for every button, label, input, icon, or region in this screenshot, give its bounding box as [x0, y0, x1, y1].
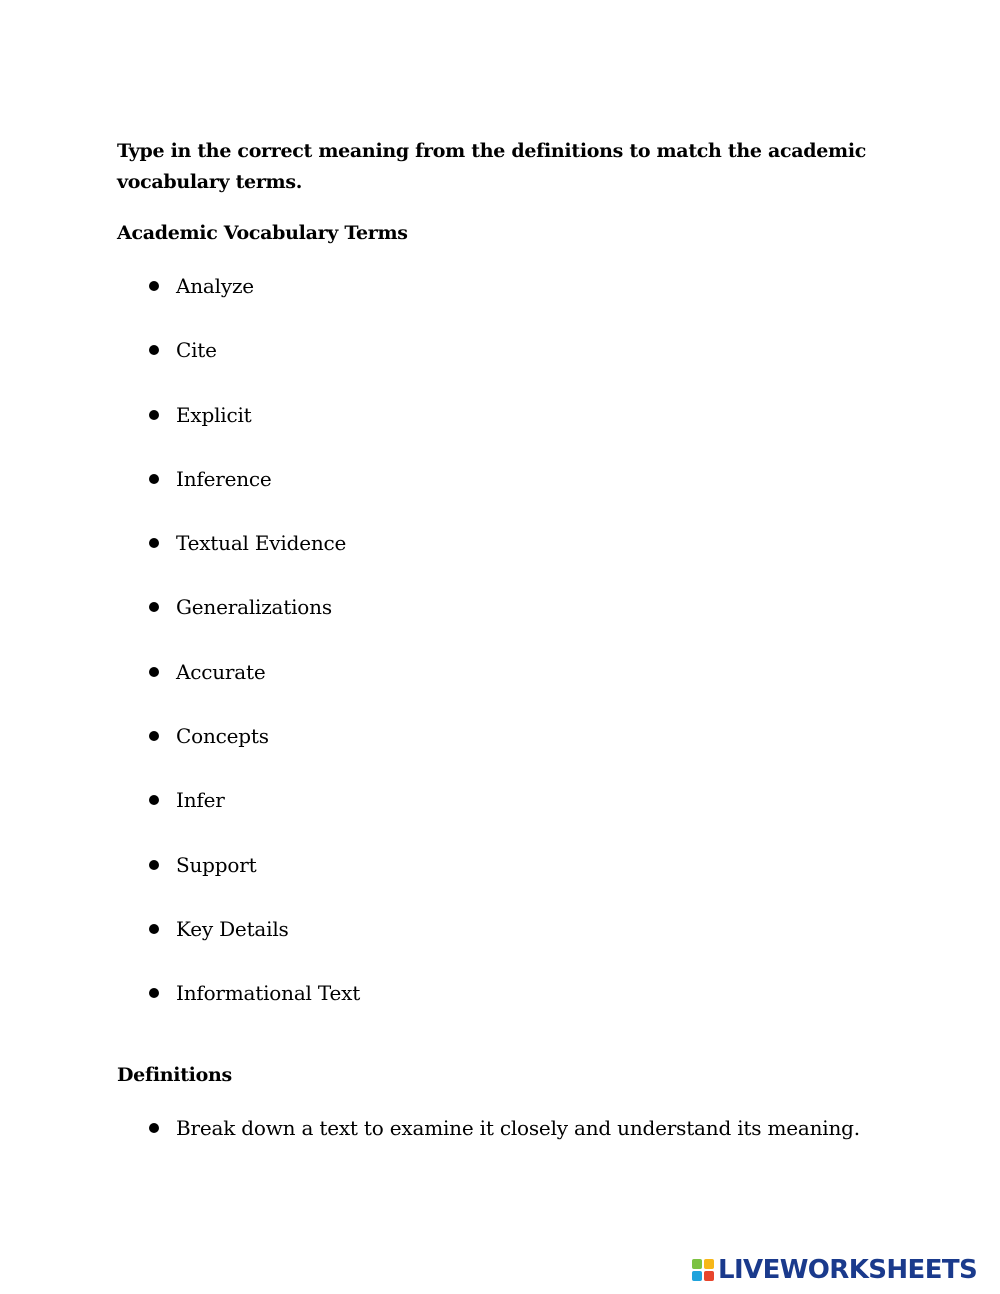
- term-text: Cite: [176, 338, 217, 363]
- definitions-heading: Definitions: [117, 1064, 232, 1086]
- term-item: [0, 979, 1000, 1043]
- bullet-icon: [149, 924, 159, 934]
- term-text: Generalizations: [176, 595, 332, 620]
- logo-mark-icon: [692, 1259, 714, 1281]
- term-item: [0, 915, 1000, 979]
- instructions-text: Type in the correct meaning from the definitions to match the academic vocabulary terms.: [117, 140, 867, 193]
- term-item: [0, 722, 1000, 786]
- term-item: [0, 401, 1000, 465]
- definitions-list: [0, 1114, 1000, 1178]
- bullet-icon: [149, 345, 159, 355]
- term-text: Inference: [176, 466, 272, 491]
- terms-list: [0, 272, 1000, 1044]
- term-text: Analyze: [176, 274, 254, 298]
- bullet-icon: [149, 281, 159, 291]
- term-item: [0, 336, 1000, 400]
- logo-cell-red: [704, 1271, 714, 1281]
- term-text: Accurate: [176, 659, 266, 684]
- term-item: [0, 851, 1000, 915]
- term-text: Concepts: [176, 724, 269, 749]
- bullet-icon: [149, 410, 159, 420]
- logo-cell-green: [692, 1259, 702, 1269]
- term-item: [0, 593, 1000, 657]
- term-text: Explicit: [176, 402, 252, 427]
- term-text: Textual Evidence: [176, 531, 347, 556]
- definition-text: Break down a text to examine it closely and understand its meaning.: [176, 1116, 860, 1140]
- definition-item: [0, 1114, 1000, 1178]
- term-item: [0, 465, 1000, 529]
- logo-text: LIVEWORKSHEETS: [718, 1255, 978, 1285]
- bullet-icon: [149, 667, 159, 677]
- term-item: [0, 529, 1000, 593]
- bullet-icon: [149, 988, 159, 998]
- term-text: Informational Text: [176, 981, 361, 1006]
- logo-cell-yellow: [704, 1259, 714, 1269]
- liveworksheets-logo: [692, 1255, 977, 1285]
- bullet-icon: [149, 474, 159, 484]
- term-text: Key Details: [176, 916, 289, 941]
- term-item: [0, 658, 1000, 722]
- bullet-icon: [149, 731, 159, 741]
- logo-cell-blue: [692, 1271, 702, 1281]
- term-item: [0, 272, 1000, 336]
- term-item: [0, 786, 1000, 850]
- bullet-icon: [149, 1123, 159, 1133]
- term-text: Support: [176, 852, 257, 877]
- bullet-icon: [149, 860, 159, 870]
- term-text: Infer: [176, 788, 225, 813]
- bullet-icon: [149, 538, 159, 548]
- terms-heading: Academic Vocabulary Terms: [117, 222, 408, 244]
- bullet-icon: [149, 795, 159, 805]
- bullet-icon: [149, 602, 159, 612]
